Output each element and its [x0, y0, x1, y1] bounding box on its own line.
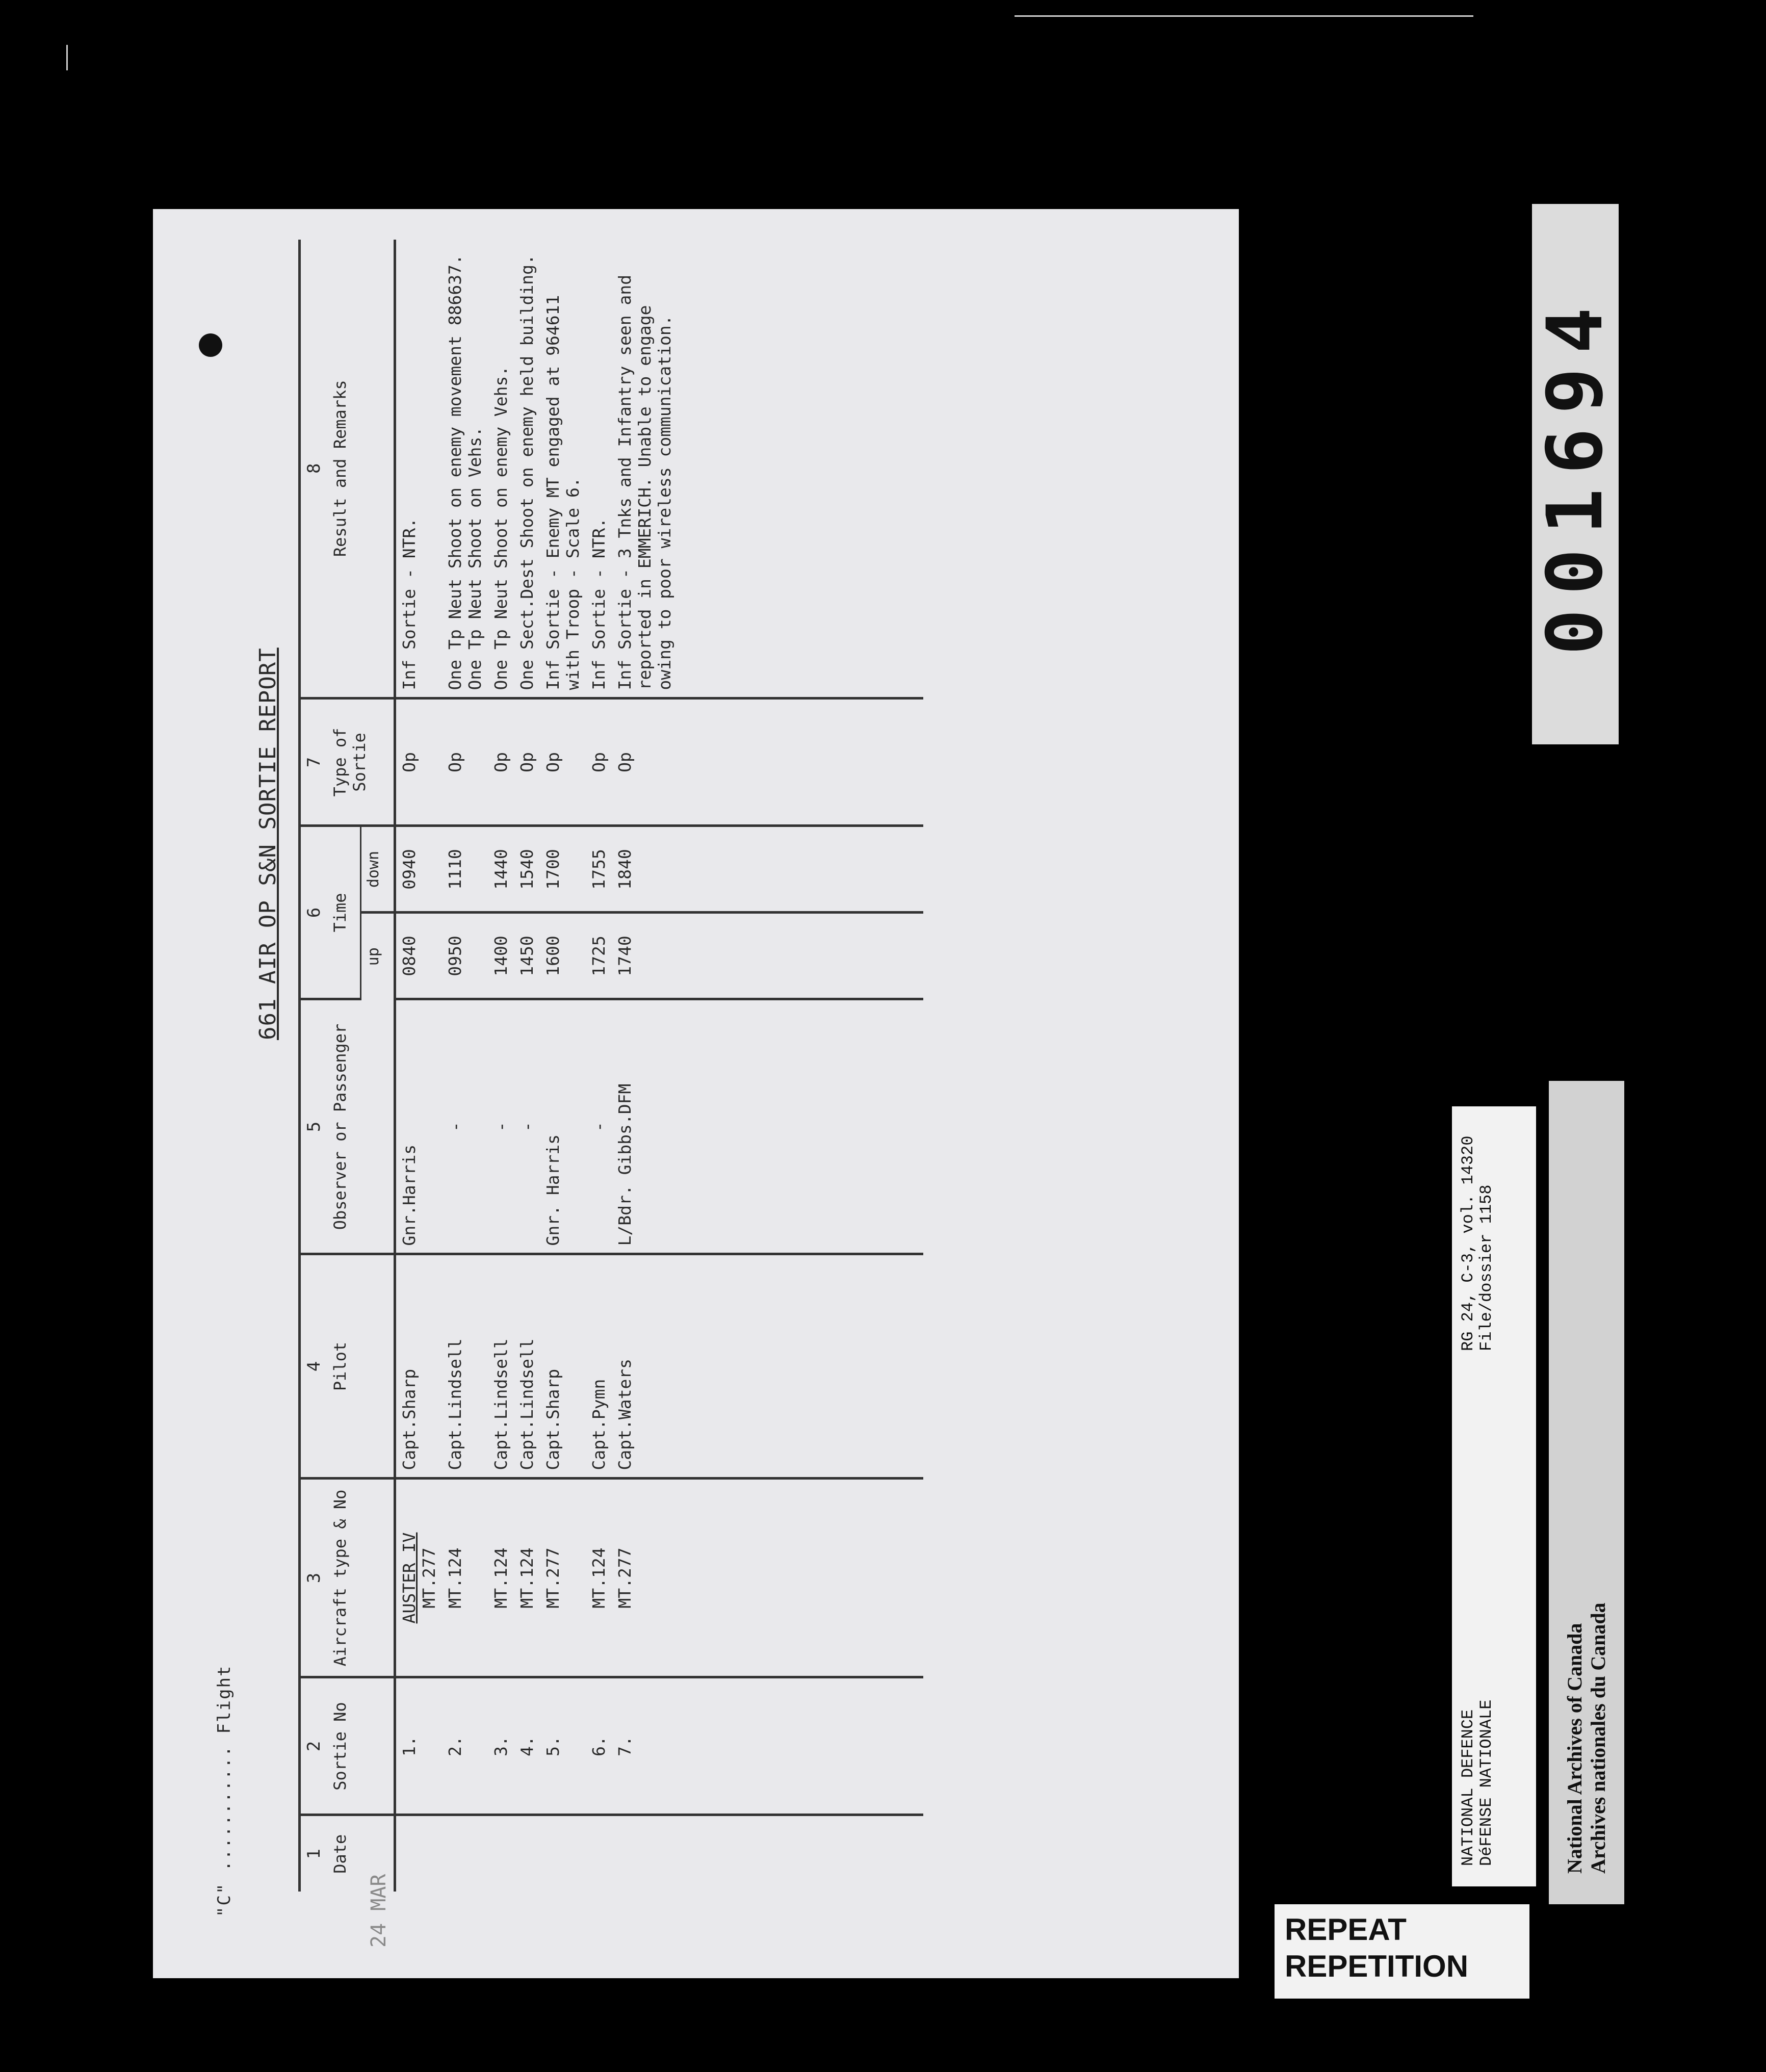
col-num-1: 1 [300, 1815, 328, 1892]
column-number-row [300, 240, 328, 1892]
aircraft-number: MT.277 [419, 1547, 439, 1609]
header-pilot: Pilot [327, 1254, 395, 1479]
national-defence-label-text [1452, 1106, 1536, 1886]
observer-cell: Gnr.Harris [395, 999, 443, 1254]
type-cell: Op [514, 698, 540, 826]
observer-cell: - [442, 999, 488, 1254]
sortie-no-cell: 2. [442, 1677, 488, 1815]
result-cell: One Tp Neut Shoot on enemy Vehs. [488, 240, 514, 698]
repetition-line: REPETITION [1285, 1949, 1469, 1983]
national-archives-label-text [1549, 1081, 1624, 1904]
sortie-no-cell: 4. [514, 1677, 540, 1815]
repeat-stamp [1275, 1904, 1529, 1999]
time-up-cell: 0950 [442, 913, 488, 999]
header-aircraft: Aircraft type & No [327, 1479, 395, 1677]
national-archives-label [1549, 1081, 1624, 1904]
film-scratch [1015, 15, 1473, 17]
punch-hole [199, 333, 222, 357]
date-cell [514, 1815, 540, 1892]
aircraft-cell: MT.124 [514, 1479, 540, 1677]
date-stamp: 24 MAR [367, 1874, 391, 1948]
table-row [442, 240, 488, 1892]
pilot-cell: Capt.Lindsell [488, 1254, 514, 1479]
time-down-cell: 1755 [586, 826, 612, 913]
sortie-table [298, 240, 923, 1892]
date-cell [442, 1815, 488, 1892]
column-header-row [327, 240, 361, 1892]
time-up-cell: 1400 [488, 913, 514, 999]
sortie-no-cell: 1. [395, 1677, 443, 1815]
aircraft-cell [395, 1479, 443, 1677]
nd-line-2: DéFENSE NATIONALE [1477, 1699, 1496, 1866]
type-cell: Op [540, 698, 586, 826]
ref-line-2: File/dossier 1158 [1477, 1184, 1496, 1351]
table-row [612, 240, 678, 1892]
aircraft-cell: MT.124 [586, 1479, 612, 1677]
table-row [586, 240, 612, 1892]
nac-block [1563, 1602, 1610, 1874]
observer-cell: - [514, 999, 540, 1254]
header-time-up: up [361, 913, 395, 999]
date-cell [540, 1815, 586, 1892]
pilot-cell: Capt.Sharp [395, 1254, 443, 1479]
result-cell: One Tp Neut Shoot on enemy movement 886637. One Tp Neut Shoot on Vehs. [442, 240, 488, 698]
aircraft-cell: MT.124 [488, 1479, 514, 1677]
table-row [395, 240, 443, 1892]
header-result: Result and Remarks [327, 240, 395, 698]
nd-block [1459, 1700, 1496, 1866]
observer-cell: L/Bdr. Gibbs.DFM [612, 999, 678, 1254]
time-down-cell: 1840 [612, 826, 678, 913]
ref-line-1: RG 24, C-3, vol. 14320 [1459, 1135, 1477, 1351]
frame-number: 001694 [1531, 293, 1620, 655]
result-cell: Inf Sortie - NTR. [395, 240, 443, 698]
result-cell: Inf Sortie - 3 Tnks and Infantry seen and reported in EMMERICH. Unable to engage owing to poor wireless communication. [612, 240, 678, 698]
sortie-no-cell: 6. [586, 1677, 612, 1815]
pilot-cell: Capt.Pymn [586, 1254, 612, 1479]
sortie-no-cell: 7. [612, 1677, 678, 1815]
report-title: 661 AIR OP S&N SORTIE REPORT [255, 648, 281, 1040]
header-time-down: down [361, 826, 395, 913]
header-observer: Observer or Passenger [327, 999, 395, 1254]
date-cell [395, 1815, 443, 1892]
observer-cell: - [586, 999, 612, 1254]
col-num-7: 7 [300, 698, 328, 826]
table-row [488, 240, 514, 1892]
col-num-8: 8 [300, 240, 328, 698]
result-cell: One Sect.Dest Shoot on enemy held building. [514, 240, 540, 698]
result-cell: Inf Sortie - Enemy MT engaged at 964611 with Troop - Scale 6. [540, 240, 586, 698]
table-blank-space [678, 240, 923, 1892]
sortie-no-cell: 5. [540, 1677, 586, 1815]
col-num-6: 6 [300, 826, 328, 999]
aircraft-cell: MT.277 [540, 1479, 586, 1677]
pilot-cell: Capt.Sharp [540, 1254, 586, 1479]
type-cell: Op [395, 698, 443, 826]
result-cell: Inf Sortie - NTR. [586, 240, 612, 698]
repeat-line: REPEAT [1285, 1912, 1407, 1947]
type-cell: Op [488, 698, 514, 826]
header-date: Date [327, 1815, 395, 1892]
date-cell [586, 1815, 612, 1892]
header-sortie-no: Sortie No [327, 1677, 395, 1815]
time-up-cell: 0840 [395, 913, 443, 999]
time-up-cell: 1450 [514, 913, 540, 999]
header-type: Type of Sortie [327, 698, 395, 826]
film-scratch [66, 45, 68, 70]
pilot-cell: Capt.Waters [612, 1254, 678, 1479]
time-down-cell: 0940 [395, 826, 443, 913]
flight-prefix: "C" [214, 1882, 235, 1917]
frame-number-tag [1532, 204, 1619, 744]
aircraft-cell: MT.277 [612, 1479, 678, 1677]
nd-line-1: NATIONAL DEFENCE [1459, 1709, 1477, 1866]
nac-line-2: Archives nationales du Canada [1587, 1602, 1609, 1874]
observer-cell: Gnr. Harris [540, 999, 586, 1254]
col-num-4: 4 [300, 1254, 328, 1479]
col-num-5: 5 [300, 999, 328, 1254]
pilot-cell: Capt.Lindsell [514, 1254, 540, 1479]
national-defence-label [1452, 1106, 1536, 1886]
flight-label: Flight [214, 1665, 235, 1734]
pilot-cell: Capt.Lindsell [442, 1254, 488, 1479]
rotated-report [153, 209, 1239, 1978]
type-cell: Op [612, 698, 678, 826]
table-row [540, 240, 586, 1892]
type-cell: Op [586, 698, 612, 826]
time-down-cell: 1110 [442, 826, 488, 913]
time-up-cell: 1600 [540, 913, 586, 999]
document-page [153, 209, 1239, 1978]
header-time: Time [327, 826, 361, 999]
col-num-3: 3 [300, 1479, 328, 1677]
time-down-cell: 1700 [540, 826, 586, 913]
type-cell: Op [442, 698, 488, 826]
time-down-cell: 1540 [514, 826, 540, 913]
time-up-cell: 1740 [612, 913, 678, 999]
aircraft-type-header: AUSTER IV [399, 1532, 419, 1624]
nac-line-1: National Archives of Canada [1563, 1623, 1586, 1874]
time-up-cell: 1725 [586, 913, 612, 999]
time-down-cell: 1440 [488, 826, 514, 913]
col-num-2: 2 [300, 1677, 328, 1815]
date-cell [612, 1815, 678, 1892]
aircraft-cell: MT.124 [442, 1479, 488, 1677]
observer-cell: - [488, 999, 514, 1254]
flight-dots: ........... [214, 1745, 235, 1872]
flight-line [214, 1665, 235, 1917]
date-cell [488, 1815, 514, 1892]
ref-block [1459, 1136, 1496, 1351]
table-row [514, 240, 540, 1892]
sortie-no-cell: 3. [488, 1677, 514, 1815]
